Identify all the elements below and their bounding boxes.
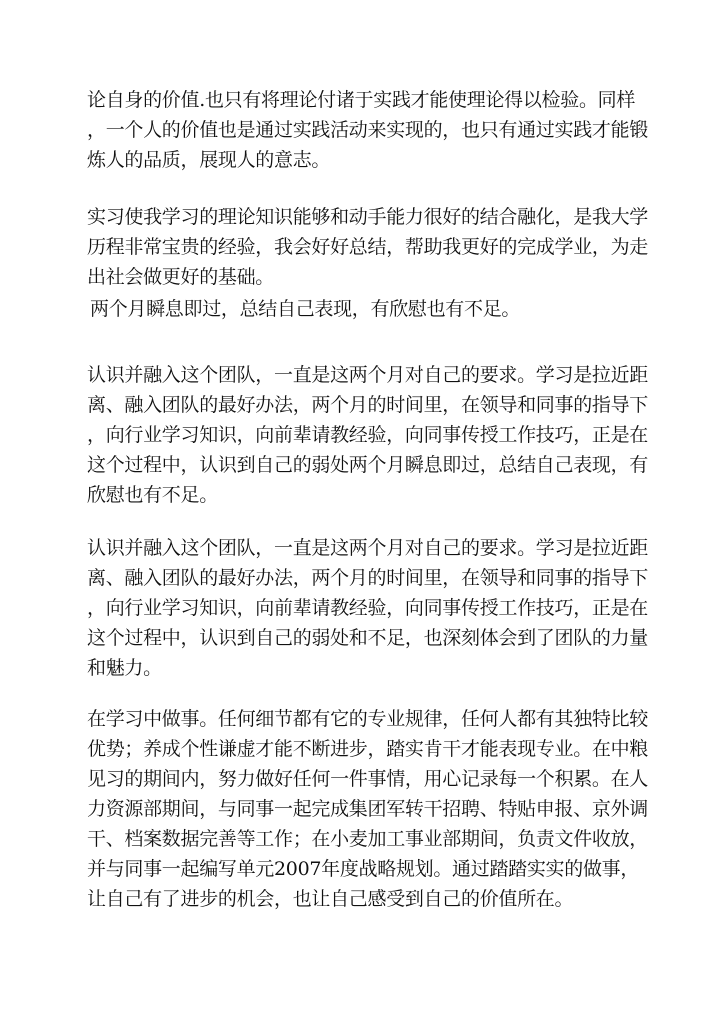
text-line: 历程非常宝贵的经验，我会好好总结，帮助我更好的完成学业，为走 — [87, 236, 649, 258]
text-line: 出社会做更好的基础。 — [87, 266, 275, 288]
text-line: 认识并融入这个团队，一直是这两个月对自己的要求。学习是拉近距 — [87, 537, 649, 559]
text-line: 离、融入团队的最好办法，两个月的时间里，在领导和同事的指导下 — [87, 394, 649, 416]
text-line: ，一个人的价值也是通过实践活动来实现的，也只有通过实践才能锻 — [87, 119, 649, 141]
text-line: 力资源部期间，与同事一起完成集团军转干招聘、特贴申报、京外调 — [87, 798, 649, 820]
text-line: 让自己有了进步的机会，也让自己感受到自己的价值所在。 — [87, 888, 574, 910]
text-line: 论自身的价值.也只有将理论付诸于实践才能使理论得以检验。同样 — [87, 89, 636, 111]
text-line: 这个过程中，认识到自己的弱处和不足，也深刻体会到了团队的力量 — [87, 627, 649, 649]
text-line: 认识并融入这个团队，一直是这两个月对自己的要求。学习是拉近距 — [87, 364, 649, 386]
text-line: ，向行业学习知识，向前辈请教经验，向同事传授工作技巧，正是在 — [87, 424, 649, 446]
text-line: 离、融入团队的最好办法，两个月的时间里，在领导和同事的指导下 — [87, 567, 649, 589]
text-line: 优势；养成个性谦虚才能不断进步，踏实肯干才能表现专业。在中粮 — [87, 738, 649, 760]
text-line: 见习的期间内，努力做好任何一件事情，用心记录每一个积累。在人 — [87, 768, 649, 790]
text-line: ，向行业学习知识，向前辈请教经验，向同事传授工作技巧，正是在 — [87, 597, 649, 619]
text-line: 实习使我学习的理论知识能够和动手能力很好的结合融化，是我大学 — [87, 206, 649, 228]
paragraph-two-months-summary — [90, 294, 650, 324]
paragraph-value-of-practice — [87, 85, 647, 175]
text-line: 这个过程中，认识到自己的弱处两个月瞬息即过，总结自己表现，有 — [87, 454, 649, 476]
paragraph-team-integration-1 — [87, 360, 647, 510]
paragraph-learning-by-doing — [87, 704, 647, 914]
text-line: 干、档案数据完善等工作；在小麦加工事业部期间，负责文件收放， — [87, 828, 649, 850]
text-line: 和魅力。 — [87, 657, 162, 679]
text-line: 两个月瞬息即过，总结自己表现，有欣慰也有不足。 — [90, 298, 521, 320]
paragraph-internship-benefit — [87, 202, 647, 292]
text-line: 欣慰也有不足。 — [87, 484, 218, 506]
paragraph-team-integration-2 — [87, 533, 647, 683]
text-line: 在学习中做事。任何细节都有它的专业规律，任何人都有其独特比较 — [87, 708, 649, 730]
text-line: 并与同事一起编写单元2007年度战略规划。通过踏踏实实的做事， — [87, 858, 640, 880]
text-line: 炼人的品质，展现人的意志。 — [87, 149, 331, 171]
